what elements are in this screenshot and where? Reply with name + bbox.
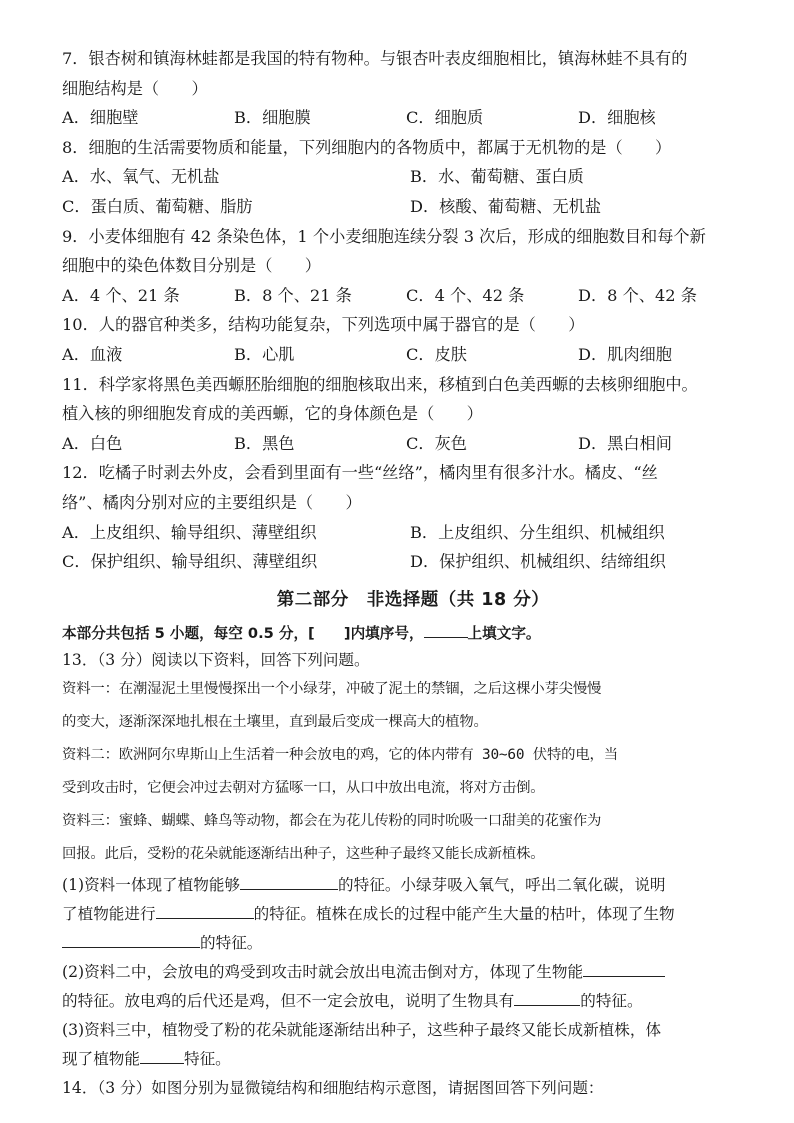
section-instructions	[62, 621, 764, 647]
option-a: A．血液	[62, 344, 123, 364]
answer-blank	[156, 917, 254, 919]
question-9-options	[62, 281, 764, 311]
question-7	[62, 44, 764, 133]
option-c: C．保护组织、输导组织、薄壁组织	[62, 552, 318, 572]
option-c: C．4 个、42 条	[406, 285, 525, 305]
question-12-options-row2	[62, 547, 764, 577]
question-8-stem: 8．细胞的生活需要物质和能量，下列细胞内的各物质中，都属于无机物的是（ ）	[62, 137, 672, 157]
subquestion-2-line2	[62, 987, 764, 1016]
subquestion-1-text-c: 了植物能进行	[62, 904, 156, 923]
material-3-line2: 回报。此后，受粉的花朵就能逐渐结出种子，这些种子最终又能长成新植株。	[62, 845, 545, 862]
subquestion-1-text-b: 的特征。小绿芽吸入氧气，呼出二氧化碳，说明	[338, 875, 666, 894]
subquestion-1-text-d: 的特征。植株在成长的过程中能产生大量的枯叶，体现了生物	[253, 904, 675, 923]
option-b: B．心肌	[234, 344, 295, 364]
question-7-stem-line2: 细胞结构是（ ）	[62, 78, 208, 98]
subquestion-3-line1: (3)资料三中，植物受了粉的花朵就能逐渐结出种子，这些种子最终又能长成新植株，体	[62, 1020, 662, 1039]
material-1-line2: 的变大，逐渐深深地扎根在土壤里，直到最后变成一棵高大的植物。	[62, 713, 488, 730]
blank-line	[424, 636, 468, 638]
option-b: B．细胞膜	[234, 108, 311, 128]
subquestion-1-line3	[62, 929, 764, 958]
question-8-options-row2	[62, 192, 764, 222]
option-d: D．8 个、42 条	[578, 285, 697, 305]
question-12	[62, 458, 764, 576]
subquestion-1-text-e: 的特征。	[200, 933, 263, 952]
question-11	[62, 370, 764, 459]
option-b: B．上皮组织、分生组织、机械组织	[410, 522, 665, 542]
question-9-stem-line1: 9．小麦体细胞有 42 条染色体，1 个小麦细胞连续分裂 3 次后，形成的细胞数目和每个新	[62, 226, 706, 246]
instructions-text-b: 上填文字。	[467, 624, 541, 642]
option-a: A．上皮组织、输导组织、薄壁组织	[62, 522, 317, 542]
option-d: D．黑白相间	[578, 433, 672, 453]
question-14-stem: 14．（3 分）如图分别为显微镜结构和细胞结构示意图，请据图回答下列问题：	[62, 1078, 604, 1097]
option-b: B．8 个、21 条	[234, 285, 352, 305]
answer-blank	[62, 946, 200, 948]
question-7-options	[62, 103, 764, 133]
option-c: C．蛋白质、葡萄糖、脂肪	[62, 196, 253, 216]
question-11-stem-line2: 植入核的卵细胞发育成的美西螈，它的身体颜色是（ ）	[62, 404, 483, 424]
question-8	[62, 133, 764, 222]
question-7-stem-line1: 7．银杏树和镇海林蛙都是我国的特有物种。与银杏叶表皮细胞相比，镇海林蛙不具有的	[62, 49, 688, 68]
subquestion-3-line2	[62, 1045, 764, 1074]
option-a: A．白色	[62, 433, 123, 453]
option-d: D．细胞核	[578, 108, 656, 128]
option-c: C．皮肤	[406, 344, 467, 364]
question-10-options	[62, 340, 764, 370]
question-12-stem-line2: 络”、橘肉分别对应的主要组织是（ ）	[62, 492, 362, 512]
option-c: C．细胞质	[406, 108, 484, 128]
question-9	[62, 222, 764, 311]
subquestion-2-text-c: 的特征。	[580, 991, 643, 1010]
question-13-stem: 13．（3 分）阅读以下资料，回答下列问题。	[62, 650, 370, 669]
section-title: 第二部分 非选择题（共 18 分）	[276, 589, 550, 610]
question-8-options-row1	[62, 162, 764, 192]
subquestion-2-line1	[62, 958, 764, 987]
instructions-text-a: 本部分共包括 5 小题，每空 0.5 分，[ ]内填序号，	[62, 624, 424, 642]
material-2-line1: 资料二：欧洲阿尔卑斯山上生活着一种会放电的鸡，它的体内带有 30~60 伏特的电，当	[62, 746, 618, 763]
answer-blank	[240, 888, 338, 890]
option-a: A．细胞壁	[62, 108, 139, 128]
material-1-line1: 资料一：在潮湿泥土里慢慢探出一个小绿芽，冲破了泥土的禁锢，之后这棵小芽尖慢慢	[62, 680, 602, 697]
question-10-stem: 10．人的器官种类多，结构功能复杂，下列选项中属于器官的是（ ）	[62, 315, 585, 335]
material-3-line1: 资料三：蜜蜂、蝴蝶、蜂鸟等动物，都会在为花儿传粉的同时吮吸一口甜美的花蜜作为	[62, 812, 602, 829]
option-d: D．核酸、葡萄糖、无机盐	[410, 196, 602, 216]
subquestion-3-text-c: 特征。	[183, 1049, 231, 1068]
option-a: A．水、氧气、无机盐	[62, 167, 220, 187]
material-2-line2: 受到攻击时，它便会冲过去朝对方猛啄一口，从口中放出电流，将对方击倒。	[62, 779, 545, 796]
option-d: D．保护组织、机械组织、结缔组织	[410, 552, 666, 572]
question-11-options	[62, 429, 764, 459]
option-b: B．水、葡萄糖、蛋白质	[410, 167, 584, 187]
subquestion-2-text-a: (2)资料二中，会放电的鸡受到攻击时就会放出电流击倒对方，体现了生物能	[62, 962, 584, 981]
subquestion-2-text-b: 的特征。放电鸡的后代还是鸡，但不一定会放电，说明了生物具有	[62, 991, 515, 1010]
option-c: C．灰色	[406, 433, 467, 453]
question-10	[62, 310, 764, 369]
question-11-stem-line1: 11．科学家将黑色美西螈胚胎细胞的细胞核取出来，移植到白色美西螈的去核卵细胞中。	[62, 374, 698, 394]
question-12-options-row1	[62, 518, 764, 548]
subquestion-1-line1	[62, 871, 764, 900]
question-13	[62, 647, 764, 1074]
option-d: D．肌肉细胞	[578, 344, 672, 364]
answer-blank	[514, 1004, 580, 1006]
subquestion-3-text-b: 现了植物能	[62, 1049, 140, 1068]
answer-blank	[583, 975, 665, 977]
answer-blank	[140, 1062, 184, 1064]
question-12-stem-line1: 12．吃橘子时剥去外皮，会看到里面有一些“丝络”，橘肉里有很多汁水。橘皮、“丝	[62, 463, 658, 483]
subquestion-1-line2	[62, 900, 764, 929]
subquestion-1-text-a: (1)资料一体现了植物能够	[62, 875, 241, 894]
option-a: A．4 个、21 条	[62, 285, 180, 305]
question-9-stem-line2: 细胞中的染色体数目分别是（ ）	[62, 256, 321, 276]
option-b: B．黑色	[234, 433, 295, 453]
